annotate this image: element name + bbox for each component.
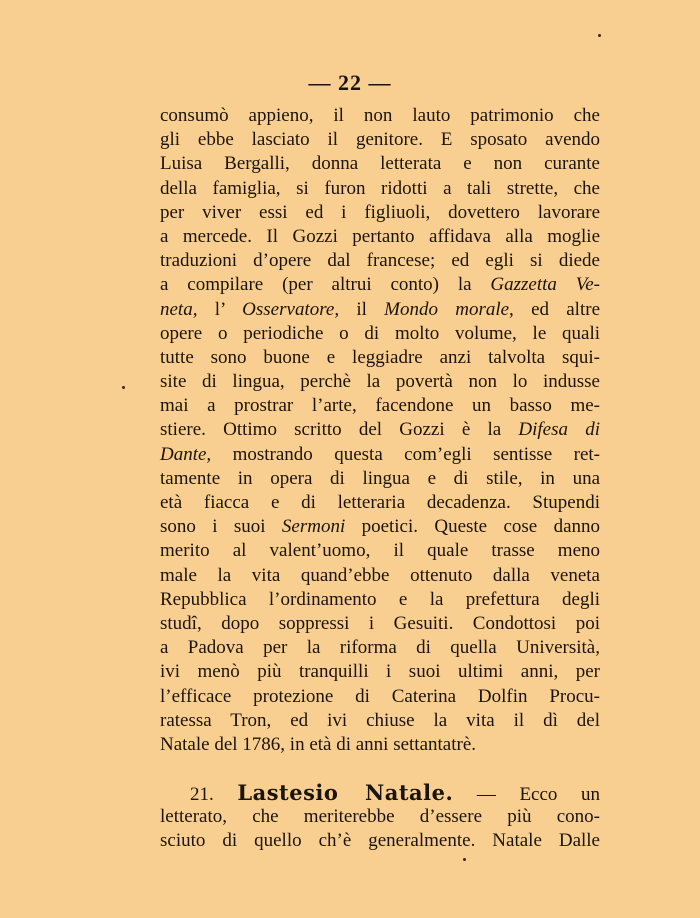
text-line [160, 104, 600, 128]
italic-title: Mondo morale, [384, 298, 514, 320]
text-line [160, 805, 600, 829]
text-run: a mercede. Il Gozzi pertanto affidava alla moglie [160, 225, 600, 247]
text-line [160, 564, 600, 588]
entry-heading: Lastesio Natale. [237, 780, 454, 806]
text-run: età fiacca e di letteraria decadenza. Stupendi [160, 492, 600, 513]
text-line [160, 467, 600, 491]
text-run: letterato, che meriterebbe d’essere più cono- [160, 806, 600, 828]
text-run: a compilare (per altrui conto) la [160, 274, 491, 296]
text-run: tutte sono buone e leggiadre anzi talvolta squi- [160, 346, 600, 368]
text-line [160, 612, 600, 636]
text-line [160, 152, 600, 176]
text-line [160, 660, 600, 684]
text-run: — Ecco un [453, 784, 600, 806]
text-line [160, 273, 600, 297]
text-line [160, 370, 600, 394]
text-run: studî, dopo soppressi i Gesuiti. Condottosi poi [160, 612, 600, 634]
text-line [160, 443, 600, 467]
text-line [160, 394, 600, 418]
text-line [160, 733, 600, 757]
text-line [160, 225, 600, 249]
text-line [160, 829, 600, 853]
text-line [160, 636, 600, 660]
body-text [160, 104, 600, 854]
text-run: Natale del 1786, in età di anni settantatrè. [160, 733, 477, 755]
text-run: poetici. Queste cose danno [345, 516, 600, 538]
paper-speck [598, 34, 601, 37]
text-run: gli ebbe lasciato il genitore. E sposato avendo [160, 129, 600, 151]
text-run: Repubblica l’ordinamento e la prefettura degli [160, 588, 600, 610]
text-run: consumò appieno, il non lauto patrimonio che [160, 105, 600, 126]
text-run: tamente in opera di lingua e di stile, in una [160, 467, 600, 489]
text-run: ratessa Tron, ed ivi chiuse la vita il dì del [160, 709, 600, 731]
text-run: mostrando questa com’egli sentisse ret- [211, 443, 600, 465]
text-line [160, 515, 600, 539]
italic-title: neta, [160, 298, 198, 320]
text-run: sono i suoi [160, 516, 282, 538]
italic-title: Osservatore, [242, 298, 340, 320]
paper-speck [122, 386, 125, 389]
text-line [160, 298, 600, 322]
paragraph-2 [160, 781, 600, 854]
italic-title: Difesa di [518, 419, 600, 441]
text-run: opere o periodiche o di molto volume, le quali [160, 322, 600, 344]
text-run: site di lingua, perchè la povertà non lo indusse [160, 371, 600, 393]
text-run: male la vita quand’ebbe ottenuto dalla veneta [160, 564, 600, 586]
text-line [160, 346, 600, 370]
text-run: mai a prostrar l’arte, facendone un basso me- [160, 395, 600, 417]
text-run: Luisa Bergalli, donna letterata e non curante [160, 153, 600, 175]
paper-speck [463, 858, 466, 861]
text-line [160, 781, 600, 805]
text-line [160, 709, 600, 733]
text-run: traduzioni d’opere dal francese; ed egli si diede [160, 250, 600, 272]
italic-title: Sermoni [281, 516, 346, 538]
text-line [160, 322, 600, 346]
italic-title: Gazzetta Ve- [490, 274, 600, 296]
text-run: l’efficace protezione di Caterina Dolfin Procu- [160, 685, 600, 707]
text-line [160, 128, 600, 152]
text-line [160, 201, 600, 225]
text-run: stiere. Ottimo scritto del Gozzi è la [160, 419, 519, 441]
text-run: il [339, 298, 385, 320]
text-run: della famiglia, si furon ridotti a tali strette, che [160, 177, 600, 199]
text-line [160, 539, 600, 563]
paragraph-gap [160, 757, 600, 781]
text-line [160, 249, 600, 273]
text-run: merito al valent’uomo, il quale trasse meno [160, 540, 600, 562]
text-line [160, 491, 600, 515]
text-line [160, 177, 600, 201]
text-run: ivi menò più tranquilli i suoi ultimi anni, per [160, 661, 600, 683]
text-run: 21. [190, 784, 238, 806]
italic-title: Dante, [160, 443, 212, 465]
text-line [160, 685, 600, 709]
page-number: — 22 — [308, 70, 392, 95]
text-line [160, 418, 600, 442]
text-line [160, 588, 600, 612]
text-run: per viver essi ed i figliuoli, dovettero lavorare [160, 201, 600, 223]
text-run: ed altre [513, 298, 600, 320]
paragraph-1 [160, 104, 600, 757]
text-run: l’ [197, 298, 243, 320]
text-run: sciuto di quello ch’è generalmente. Natale Dalle [160, 830, 600, 852]
text-run: a Padova per la riforma di quella Università, [160, 637, 600, 659]
